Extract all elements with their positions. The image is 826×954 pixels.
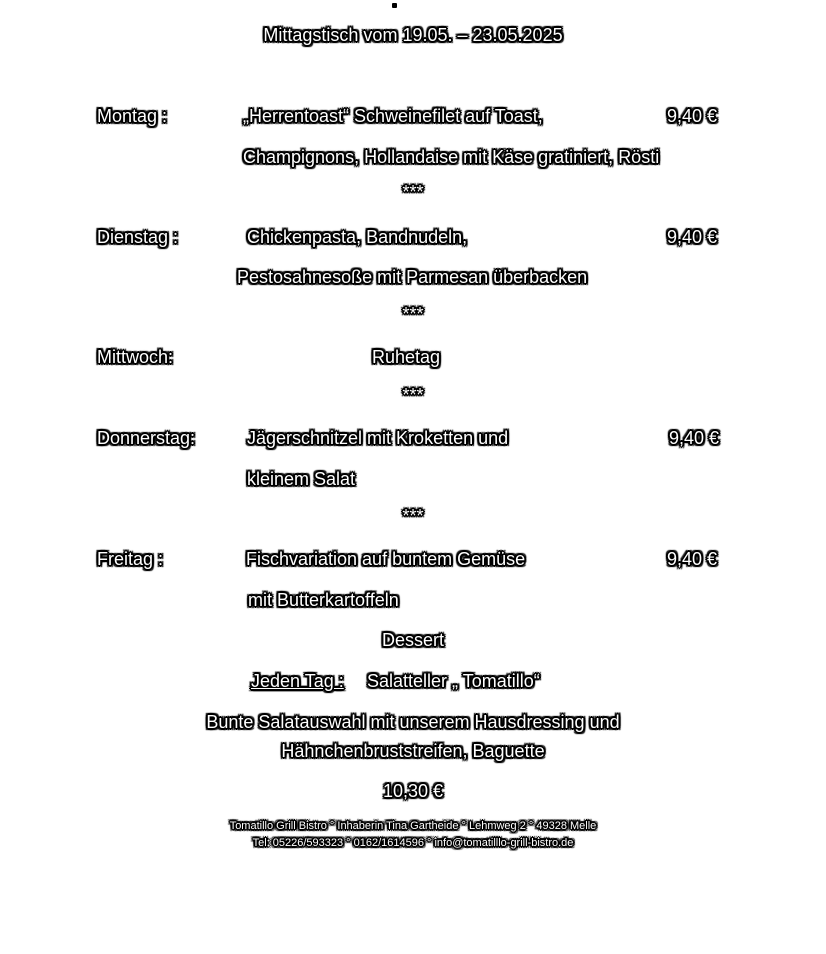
separator-1: *** [402, 182, 424, 202]
daily-label: Jeden Tag : [251, 671, 344, 691]
dish-tuesday-line1: Chickenpasta, Bandnudeln, [247, 227, 468, 247]
day-label-thursday: Donnerstag: [97, 428, 196, 448]
price-tuesday: 9,40 € [667, 227, 718, 247]
price-monday: 9,40 € [667, 106, 718, 126]
top-dot [392, 3, 397, 8]
footer-address: Tomatillo Grill Bistro ° Inhaberin Tina Gartheide ° Lehmweg 2 ° 49328 Melle [229, 820, 597, 832]
dish-thursday-line2: kleinem Salat [247, 469, 356, 489]
day-label-monday: Montag : [97, 106, 168, 126]
dish-monday-line2: Champignons, Hollandaise mit Käse gratiniert, Rösti [243, 147, 660, 167]
dish-wednesday-line1: Ruhetag [372, 347, 441, 367]
day-label-tuesday: Dienstag : [97, 227, 179, 247]
price-thursday: 9,40 € [669, 428, 720, 448]
dish-friday-line1: Fischvariation auf buntem Gemüse [246, 549, 526, 569]
daily-price: 10,30 € [382, 781, 444, 801]
dish-tuesday-line2: Pestosahnesoße mit Parmesan überbacken [237, 267, 588, 287]
daily-description-line2: Hähnchenbruststreifen, Baguette [281, 741, 545, 761]
separator-2: *** [402, 304, 424, 324]
day-label-wednesday: Mittwoch: [97, 347, 174, 367]
dish-friday-line2: mit Butterkartoffeln [248, 590, 399, 610]
dessert-label: Dessert [381, 630, 444, 650]
footer-contact: Tel: 05226/593323 ° 0162/1614596 ° info@tomatilllo-grill-bistro.de [252, 837, 574, 849]
day-label-friday: Freitag : [97, 549, 164, 569]
dish-thursday-line1: Jägerschnitzel mit Kroketten und [247, 428, 509, 448]
separator-4: *** [402, 506, 424, 526]
dish-monday-line1: „Herrentoast“ Schweinefilet auf Toast, [243, 106, 543, 126]
separator-3: *** [402, 385, 424, 405]
menu-title: Mittagstisch vom 19.05. – 23.05.2025 [263, 25, 563, 45]
daily-description-line1: Bunte Salatauswahl mit unserem Hausdressing und [206, 712, 620, 732]
price-friday: 9,40 € [667, 549, 718, 569]
daily-dish: Salatteller „ Tomatillo“ [367, 671, 540, 691]
